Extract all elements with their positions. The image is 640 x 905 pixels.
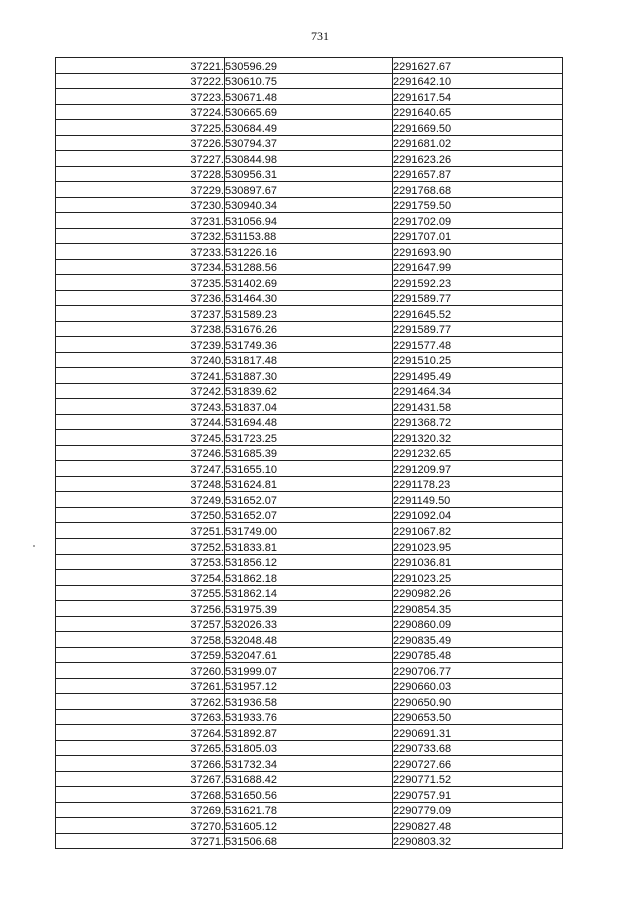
northing-cell: 2291510.25 [393, 352, 563, 368]
easting-cell: 530844.98 [225, 151, 393, 167]
easting-cell: 531605.12 [225, 818, 393, 834]
northing-cell: 2291320.32 [393, 430, 563, 446]
point-number-cell: 37258. [56, 632, 225, 648]
northing-cell: 2290860.09 [393, 616, 563, 632]
northing-cell: 2290982.26 [393, 585, 563, 601]
table-row [56, 663, 563, 679]
table-row [56, 368, 563, 384]
northing-cell: 2291640.65 [393, 104, 563, 120]
northing-cell: 2290653.50 [393, 709, 563, 725]
easting-cell: 530794.37 [225, 135, 393, 151]
point-number-cell: 37255. [56, 585, 225, 601]
table-row [56, 399, 563, 415]
scan-speck [33, 545, 35, 547]
table-row [56, 337, 563, 353]
northing-cell: 2291589.77 [393, 290, 563, 306]
easting-cell: 531589.23 [225, 306, 393, 322]
easting-cell: 531892.87 [225, 725, 393, 741]
easting-cell: 531655.10 [225, 461, 393, 477]
table-row [56, 104, 563, 120]
northing-cell: 2291495.49 [393, 368, 563, 384]
northing-cell: 2291209.97 [393, 461, 563, 477]
point-number-cell: 37267. [56, 771, 225, 787]
easting-cell: 531402.69 [225, 275, 393, 291]
table-row [56, 523, 563, 539]
point-number-cell: 37235. [56, 275, 225, 291]
point-number-cell: 37238. [56, 321, 225, 337]
table-row [56, 58, 563, 74]
northing-cell: 2290733.68 [393, 740, 563, 756]
northing-cell: 2290854.35 [393, 601, 563, 617]
table-row [56, 430, 563, 446]
easting-cell: 531056.94 [225, 213, 393, 229]
point-number-cell: 37269. [56, 802, 225, 818]
northing-cell: 2291657.87 [393, 166, 563, 182]
northing-cell: 2291702.09 [393, 213, 563, 229]
northing-cell: 2291693.90 [393, 244, 563, 260]
easting-cell: 532026.33 [225, 616, 393, 632]
easting-cell: 531652.07 [225, 507, 393, 523]
easting-cell: 531862.14 [225, 585, 393, 601]
easting-cell: 531226.16 [225, 244, 393, 260]
northing-cell: 2291623.26 [393, 151, 563, 167]
easting-cell: 531805.03 [225, 740, 393, 756]
point-number-cell: 37245. [56, 430, 225, 446]
point-number-cell: 37246. [56, 445, 225, 461]
easting-cell: 531464.30 [225, 290, 393, 306]
northing-cell: 2291768.68 [393, 182, 563, 198]
point-number-cell: 37263. [56, 709, 225, 725]
easting-cell: 531933.76 [225, 709, 393, 725]
point-number-cell: 37241. [56, 368, 225, 384]
easting-cell: 531833.81 [225, 538, 393, 554]
point-number-cell: 37239. [56, 337, 225, 353]
easting-cell: 531685.39 [225, 445, 393, 461]
table-row [56, 89, 563, 105]
point-number-cell: 37259. [56, 647, 225, 663]
table-row [56, 213, 563, 229]
northing-cell: 2291669.50 [393, 120, 563, 136]
northing-cell: 2290827.48 [393, 818, 563, 834]
coordinates-table [55, 57, 563, 849]
easting-cell: 531153.88 [225, 228, 393, 244]
point-number-cell: 37240. [56, 352, 225, 368]
table-row [56, 352, 563, 368]
point-number-cell: 37266. [56, 756, 225, 772]
table-row [56, 616, 563, 632]
table-row [56, 461, 563, 477]
easting-cell: 530940.34 [225, 197, 393, 213]
table-row [56, 818, 563, 834]
table-row [56, 306, 563, 322]
northing-cell: 2290785.48 [393, 647, 563, 663]
table-row [56, 647, 563, 663]
easting-cell: 531694.48 [225, 414, 393, 430]
point-number-cell: 37261. [56, 678, 225, 694]
table-row [56, 321, 563, 337]
northing-cell: 2291627.67 [393, 58, 563, 74]
table-row [56, 228, 563, 244]
point-number-cell: 37229. [56, 182, 225, 198]
easting-cell: 531887.30 [225, 368, 393, 384]
northing-cell: 2291023.25 [393, 570, 563, 586]
table-row [56, 833, 563, 849]
point-number-cell: 37251. [56, 523, 225, 539]
table-row [56, 771, 563, 787]
northing-cell: 2291647.99 [393, 259, 563, 275]
northing-cell: 2291092.04 [393, 507, 563, 523]
table-row [56, 538, 563, 554]
table-row [56, 725, 563, 741]
easting-cell: 531862.18 [225, 570, 393, 586]
northing-cell: 2291149.50 [393, 492, 563, 508]
point-number-cell: 37254. [56, 570, 225, 586]
easting-cell: 531621.78 [225, 802, 393, 818]
point-number-cell: 37236. [56, 290, 225, 306]
point-number-cell: 37234. [56, 259, 225, 275]
table-row [56, 414, 563, 430]
northing-cell: 2291617.54 [393, 89, 563, 105]
northing-cell: 2291036.81 [393, 554, 563, 570]
point-number-cell: 37230. [56, 197, 225, 213]
easting-cell: 531749.36 [225, 337, 393, 353]
table-row [56, 259, 563, 275]
northing-cell: 2291178.23 [393, 476, 563, 492]
easting-cell: 531817.48 [225, 352, 393, 368]
table-row [56, 585, 563, 601]
table-row [56, 740, 563, 756]
northing-cell: 2290650.90 [393, 694, 563, 710]
northing-cell: 2290691.31 [393, 725, 563, 741]
point-number-cell: 37270. [56, 818, 225, 834]
table-row [56, 694, 563, 710]
page-number: 731 [311, 29, 329, 43]
point-number-cell: 37264. [56, 725, 225, 741]
easting-cell: 531749.00 [225, 523, 393, 539]
point-number-cell: 37224. [56, 104, 225, 120]
point-number-cell: 37252. [56, 538, 225, 554]
table-row [56, 678, 563, 694]
point-number-cell: 37268. [56, 787, 225, 803]
table-row [56, 197, 563, 213]
table-row [56, 135, 563, 151]
northing-cell: 2290771.52 [393, 771, 563, 787]
northing-cell: 2291067.82 [393, 523, 563, 539]
northing-cell: 2291759.50 [393, 197, 563, 213]
table-row [56, 120, 563, 136]
table-row [56, 802, 563, 818]
table-row [56, 756, 563, 772]
point-number-cell: 37244. [56, 414, 225, 430]
table-row [56, 492, 563, 508]
point-number-cell: 37226. [56, 135, 225, 151]
northing-cell: 2291464.34 [393, 383, 563, 399]
point-number-cell: 37242. [56, 383, 225, 399]
point-number-cell: 37256. [56, 601, 225, 617]
table-row [56, 476, 563, 492]
easting-cell: 530610.75 [225, 73, 393, 89]
easting-cell: 530665.69 [225, 104, 393, 120]
table-row [56, 601, 563, 617]
easting-cell: 531732.34 [225, 756, 393, 772]
easting-cell: 531688.42 [225, 771, 393, 787]
northing-cell: 2290660.03 [393, 678, 563, 694]
easting-cell: 531624.81 [225, 476, 393, 492]
easting-cell: 531652.07 [225, 492, 393, 508]
point-number-cell: 37260. [56, 663, 225, 679]
point-number-cell: 37237. [56, 306, 225, 322]
table-row [56, 290, 563, 306]
table-row [56, 709, 563, 725]
easting-cell: 531856.12 [225, 554, 393, 570]
easting-cell: 531957.12 [225, 678, 393, 694]
table-row [56, 632, 563, 648]
point-number-cell: 37253. [56, 554, 225, 570]
table-row [56, 151, 563, 167]
easting-cell: 531975.39 [225, 601, 393, 617]
coordinates-table-body [56, 58, 563, 849]
table-row [56, 570, 563, 586]
northing-cell: 2290803.32 [393, 833, 563, 849]
northing-cell: 2290835.49 [393, 632, 563, 648]
easting-cell: 531506.68 [225, 833, 393, 849]
table-row [56, 166, 563, 182]
point-number-cell: 37223. [56, 89, 225, 105]
easting-cell: 531650.56 [225, 787, 393, 803]
northing-cell: 2290706.77 [393, 663, 563, 679]
northing-cell: 2291592.23 [393, 275, 563, 291]
point-number-cell: 37232. [56, 228, 225, 244]
point-number-cell: 37243. [56, 399, 225, 415]
point-number-cell: 37250. [56, 507, 225, 523]
easting-cell: 530897.67 [225, 182, 393, 198]
easting-cell: 530596.29 [225, 58, 393, 74]
easting-cell: 531723.25 [225, 430, 393, 446]
table-row [56, 182, 563, 198]
table-row [56, 244, 563, 260]
point-number-cell: 37265. [56, 740, 225, 756]
table-row [56, 275, 563, 291]
point-number-cell: 37225. [56, 120, 225, 136]
point-number-cell: 37227. [56, 151, 225, 167]
northing-cell: 2291681.02 [393, 135, 563, 151]
easting-cell: 531936.58 [225, 694, 393, 710]
point-number-cell: 37271. [56, 833, 225, 849]
point-number-cell: 37247. [56, 461, 225, 477]
point-number-cell: 37233. [56, 244, 225, 260]
northing-cell: 2291589.77 [393, 321, 563, 337]
table-row [56, 383, 563, 399]
northing-cell: 2291577.48 [393, 337, 563, 353]
point-number-cell: 37222. [56, 73, 225, 89]
point-number-cell: 37231. [56, 213, 225, 229]
point-number-cell: 37221. [56, 58, 225, 74]
northing-cell: 2291707.01 [393, 228, 563, 244]
easting-cell: 531999.07 [225, 663, 393, 679]
point-number-cell: 37248. [56, 476, 225, 492]
northing-cell: 2290727.66 [393, 756, 563, 772]
table-row [56, 554, 563, 570]
easting-cell: 531288.56 [225, 259, 393, 275]
northing-cell: 2291431.58 [393, 399, 563, 415]
northing-cell: 2291232.65 [393, 445, 563, 461]
northing-cell: 2291645.52 [393, 306, 563, 322]
easting-cell: 531839.62 [225, 383, 393, 399]
table-row [56, 507, 563, 523]
northing-cell: 2290779.09 [393, 802, 563, 818]
easting-cell: 530671.48 [225, 89, 393, 105]
table-row [56, 73, 563, 89]
point-number-cell: 37262. [56, 694, 225, 710]
northing-cell: 2291368.72 [393, 414, 563, 430]
northing-cell: 2291642.10 [393, 73, 563, 89]
northing-cell: 2291023.95 [393, 538, 563, 554]
easting-cell: 530684.49 [225, 120, 393, 136]
easting-cell: 532047.61 [225, 647, 393, 663]
point-number-cell: 37257. [56, 616, 225, 632]
easting-cell: 532048.48 [225, 632, 393, 648]
northing-cell: 2290757.91 [393, 787, 563, 803]
point-number-cell: 37249. [56, 492, 225, 508]
easting-cell: 530956.31 [225, 166, 393, 182]
easting-cell: 531676.26 [225, 321, 393, 337]
point-number-cell: 37228. [56, 166, 225, 182]
table-row [56, 787, 563, 803]
easting-cell: 531837.04 [225, 399, 393, 415]
table-row [56, 445, 563, 461]
